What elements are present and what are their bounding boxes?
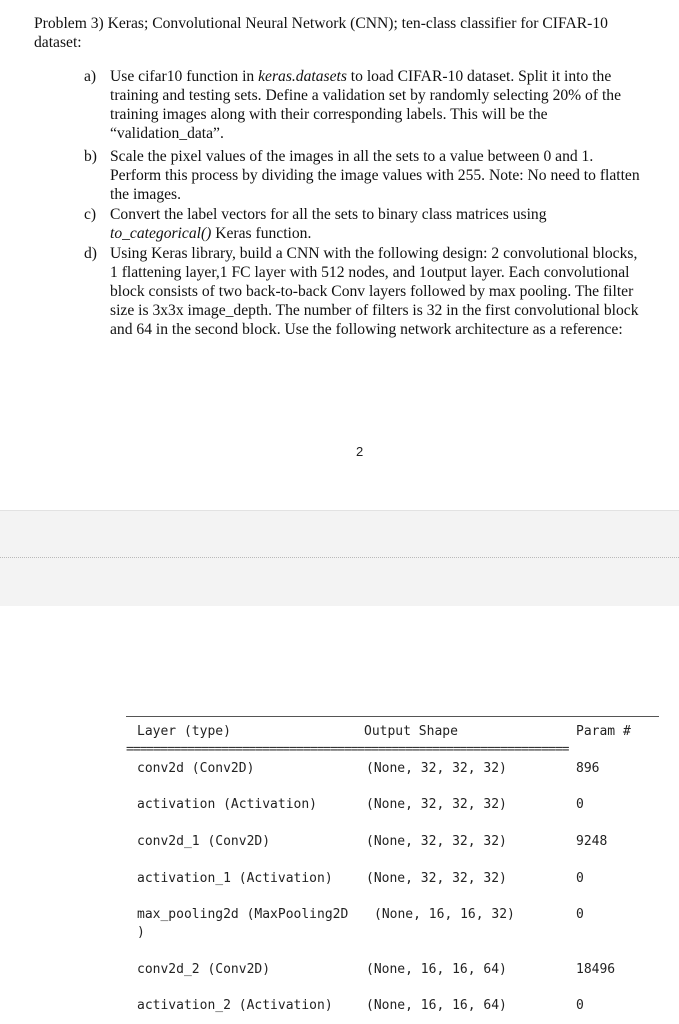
layer-name: activation_2 (Activation) [137, 998, 333, 1013]
problem-heading-line1: Problem 3) Keras; Convolutional Neural Network (CNN); ten-class classifier for CIFAR-10 [34, 15, 608, 32]
param-count: 9248 [576, 834, 608, 849]
page-break-divider [0, 557, 679, 558]
layer-name: max_pooling2d (MaxPooling2D [137, 907, 349, 922]
param-count: 18496 [576, 962, 616, 977]
item-d-line5: and 64 in the second block. Use the following network architecture as a reference: [110, 321, 623, 338]
summary-separator: ================================================================= [126, 744, 569, 756]
output-shape: (None, 32, 32, 32) [366, 871, 507, 886]
output-shape: (None, 32, 32, 32) [366, 797, 507, 812]
item-b-line3: the images. [110, 186, 182, 203]
header-output-shape: Output Shape [364, 724, 458, 739]
header-layer: Layer (type) [137, 724, 231, 739]
layer-name-continuation: ) [137, 925, 145, 940]
layer-name: activation_1 (Activation) [137, 871, 333, 886]
layer-name: conv2d (Conv2D) [137, 761, 255, 776]
output-shape: (None, 16, 16, 64) [366, 998, 507, 1013]
item-d-line2: 1 flattening layer,1 FC layer with 512 nodes, and 1output layer. Each convolutional [110, 264, 630, 281]
summary-top-rule [126, 716, 659, 717]
item-a-line2: training and testing sets. Define a validation set by randomly selecting 20% of the [110, 87, 621, 104]
item-c-line2: to_categorical() Keras function. [110, 225, 312, 242]
param-count: 0 [576, 907, 584, 922]
param-count: 896 [576, 761, 600, 776]
item-a-line3: training images along with their corresponding labels. This will be the [110, 106, 548, 123]
param-count: 0 [576, 871, 584, 886]
item-label: a) [84, 68, 97, 85]
item-label: d) [84, 245, 97, 262]
page-gap [0, 510, 679, 607]
item-c-line1: Convert the label vectors for all the sets to binary class matrices using [110, 206, 547, 223]
layer-name: conv2d_1 (Conv2D) [137, 834, 271, 849]
layer-name: activation (Activation) [137, 797, 318, 812]
page-number: 2 [356, 444, 364, 459]
problem-heading [34, 14, 674, 52]
param-count: 0 [576, 998, 584, 1013]
item-a-line1: Use cifar10 function in keras.datasets to load CIFAR-10 dataset. Split it into the [110, 68, 612, 85]
output-shape: (None, 16, 16, 64) [366, 962, 507, 977]
header-param-count: Param # [576, 724, 631, 739]
output-shape: (None, 32, 32, 32) [366, 834, 507, 849]
output-shape: (None, 32, 32, 32) [366, 761, 507, 776]
item-label: b) [84, 148, 97, 165]
item-b-line2: Perform this process by dividing the image values with 255. Note: No need to flatten [110, 167, 640, 184]
item-label: c) [84, 206, 97, 223]
item-d-line4: size is 3x3x image_depth. The number of filters is 32 in the first convolutional block [110, 302, 639, 319]
problem-heading-line2: dataset: [34, 34, 82, 51]
document-page-1 [0, 0, 679, 510]
item-d-line3: block consists of two back-to-back Conv layers followed by max pooling. The filter [110, 283, 634, 300]
item-b-line1: Scale the pixel values of the images in all the sets to a value between 0 and 1. [110, 148, 594, 165]
item-a-line4: “validation_data”. [110, 125, 224, 142]
param-count: 0 [576, 797, 584, 812]
layer-name: conv2d_2 (Conv2D) [137, 962, 271, 977]
item-d-line1: Using Keras library, build a CNN with the following design: 2 convolutional blocks, [110, 245, 638, 262]
output-shape: (None, 16, 16, 32) [374, 907, 515, 922]
